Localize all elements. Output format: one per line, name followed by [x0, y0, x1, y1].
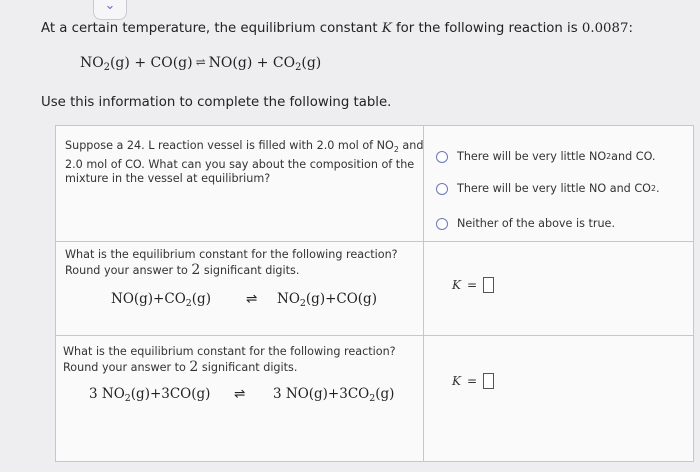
- k-symbol: K: [381, 21, 392, 36]
- reverse-reaction-left: [111, 291, 211, 309]
- q2-right-end: (g)+CO(g): [305, 291, 377, 307]
- radio-button[interactable]: [436, 218, 448, 230]
- option-a-end: and CO.: [611, 150, 656, 163]
- q3-line2: Round your answer to: [63, 360, 190, 374]
- k-label: K: [452, 374, 461, 388]
- option-neither[interactable]: [436, 217, 615, 230]
- option-a-text: There will be very little NO: [457, 150, 607, 163]
- radio-button[interactable]: [436, 151, 448, 163]
- reactant-2-state: (g): [172, 55, 193, 71]
- reactant-1-state: (g): [109, 55, 130, 71]
- chevron-down-icon: ⌄: [104, 0, 116, 13]
- equilibrium-arrow-icon: ⇌: [246, 291, 258, 307]
- reverse-reaction-right: [277, 291, 377, 309]
- q1-line2: 2.0 mol of CO. What can you say about the composition of the: [65, 157, 415, 171]
- product-1-state: (g): [232, 55, 253, 71]
- tripled-reaction-left: [89, 386, 210, 404]
- q3-right-end: (g): [375, 386, 395, 402]
- collapse-chevron-button[interactable]: [93, 0, 127, 20]
- equilibrium-arrow-icon: ⇌: [234, 386, 246, 402]
- q1-line1-sub: 2: [393, 145, 399, 154]
- table-row-reverse-k: [56, 241, 693, 336]
- q3-right: 3 NO(g)+3CO: [273, 386, 370, 402]
- reactant-2: CO: [150, 55, 173, 71]
- k-answer-line-tripled: [452, 373, 494, 389]
- k-value: 0.0087: [581, 21, 629, 36]
- q3-right-sub: 2: [369, 393, 376, 404]
- product-2-state: (g): [301, 55, 322, 71]
- q2-left: NO(g)+CO: [111, 291, 186, 307]
- q2-right: NO: [277, 291, 300, 307]
- product-2: CO: [272, 55, 296, 71]
- intro-middle: for the following reaction is: [391, 21, 582, 36]
- q2-line2-end: significant digits.: [200, 263, 300, 277]
- reactant-1-sub: 2: [103, 62, 110, 73]
- table-row-composition: [56, 126, 693, 241]
- option-b-sub: 2: [650, 184, 656, 193]
- main-reaction-equation: [80, 55, 321, 73]
- q2-line2: Round your answer to: [65, 263, 192, 277]
- q3-left-sub: 2: [124, 393, 131, 404]
- plus-sign: +: [256, 55, 269, 71]
- k-label: K: [452, 278, 461, 292]
- intro-suffix: :: [628, 21, 633, 36]
- q2-digits: 2: [191, 261, 201, 278]
- q1-line1: Suppose a 24. L reaction vessel is filled with 2.0 mol of NO: [65, 139, 394, 152]
- q3-left-end: (g)+3CO(g): [130, 386, 211, 402]
- product-2-sub: 2: [295, 62, 302, 73]
- option-b-text: There will be very little NO and CO: [457, 182, 651, 195]
- option-little-no-co2[interactable]: [436, 182, 660, 195]
- q3-line2-end: significant digits.: [198, 360, 298, 374]
- option-c-text: Neither of the above is true.: [457, 217, 616, 230]
- intro-prefix: At a certain temperature, the equilibrium constant: [41, 21, 382, 36]
- radio-button[interactable]: [436, 183, 448, 195]
- composition-question: [65, 139, 423, 187]
- q3-line1: What is the equilibrium constant for the following reaction?: [63, 345, 396, 358]
- reverse-k-question: [65, 248, 398, 278]
- k-answer-input[interactable]: [483, 277, 494, 293]
- q1-line3: mixture in the vessel at equilibrium?: [65, 172, 271, 185]
- instructions-text: Use this information to complete the following table.: [41, 95, 392, 110]
- q2-line1: What is the equilibrium constant for the following reaction?: [65, 248, 398, 261]
- q1-line1-end: and: [398, 139, 424, 152]
- table-row-tripled-k: [56, 335, 693, 462]
- k-answer-input[interactable]: [483, 373, 494, 389]
- reactant-1: NO: [80, 55, 104, 71]
- question-table: [55, 125, 694, 462]
- q3-digits: 2: [189, 358, 199, 375]
- q2-left-state: (g): [191, 291, 211, 307]
- plus-sign: +: [134, 55, 147, 71]
- k-answer-line-reverse: [452, 277, 494, 293]
- q2-left-sub: 2: [185, 298, 192, 309]
- option-b-end: .: [655, 182, 660, 195]
- tripled-k-question: [63, 345, 396, 375]
- equals-sign: =: [466, 374, 478, 388]
- q2-right-sub: 2: [299, 298, 306, 309]
- equilibrium-arrow-icon: ⇌: [195, 55, 206, 69]
- option-little-no2-co[interactable]: [436, 150, 655, 163]
- problem-intro: [41, 21, 633, 36]
- option-a-sub: 2: [606, 152, 612, 161]
- product-1: NO: [208, 55, 233, 71]
- equals-sign: =: [466, 278, 478, 292]
- q3-left: 3 NO: [89, 386, 125, 402]
- tripled-reaction-right: [273, 386, 394, 404]
